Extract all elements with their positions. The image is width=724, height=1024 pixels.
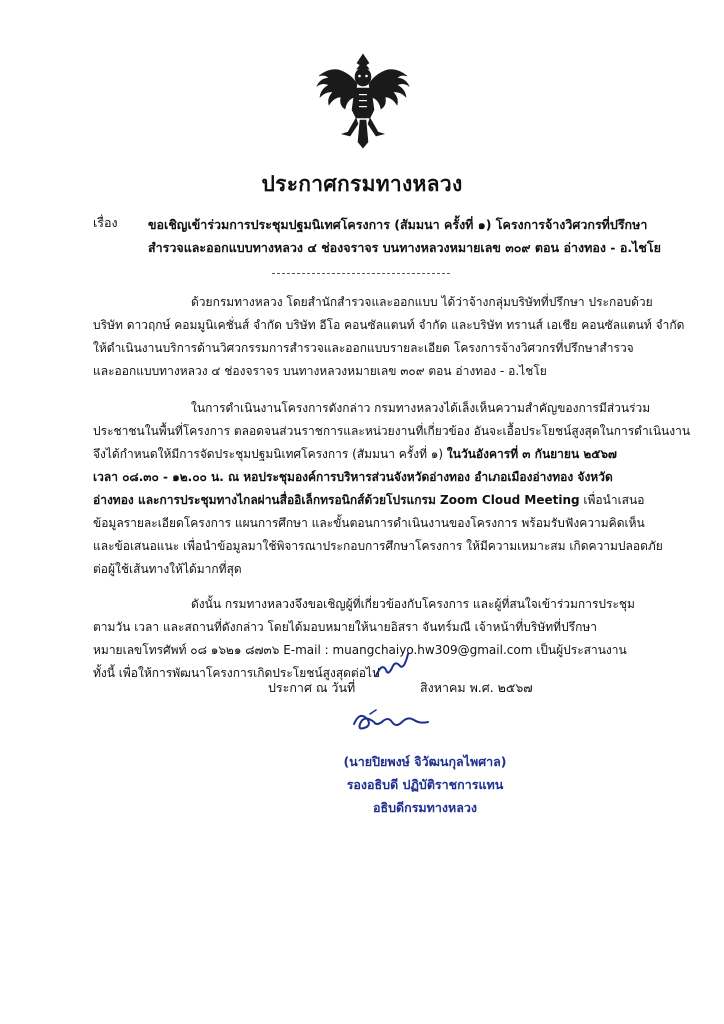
para2-line: ต่อผู้ใช้เส้นทางให้ได้มากที่สุด	[93, 562, 242, 576]
signer-authority: อธิบดีกรมทางหลวง	[372, 800, 478, 815]
para2-line: ข้อมูลรายละเอียดโครงการ แผนการศึกษา และขั้นตอนการดำเนินงานของโครงการ พร้อมรับฟังความคิดเห็น	[93, 516, 645, 530]
signer-name: (นายปิยพงษ์ จิวัฒนกุลไพศาล)	[343, 754, 507, 769]
signer-position: รองอธิบดี ปฏิบัติราชการแทน	[346, 777, 504, 792]
para2-text: จึงได้กำหนดให้มีการจัดประชุมปฐมนิเทศโครงการ (สัมมนา ครั้งที่ ๑)	[93, 447, 447, 461]
online-meeting: อ่างทอง และการประชุมทางไกลผ่านสื่ออิเล็กทรอนิกส์ด้วยโปรแกรม Zoom Cloud Meeting	[93, 493, 580, 507]
para1-line: และออกแบบทางหลวง ๔ ช่องจราจร บนทางหลวงหมายเลข ๓๐๙ ตอน อ่างทอง - อ.ไชโย	[93, 364, 547, 378]
para2-line: และข้อเสนอแนะ เพื่อนำข้อมูลมาใช้พิจารณาประกอบการศึกษาโครงการ ให้มีความเหมาะสม เกิดความปลอดภัย	[93, 539, 663, 553]
para3-line: ทั้งนี้ เพื่อให้การพัฒนาโครงการเกิดประโยชน์สูงสุดต่อไป	[93, 666, 380, 680]
para3-line: ตามวัน เวลา และสถานที่ดังกล่าว โดยได้มอบหมายให้นายอิสรา จันทร์มณี เจ้าหน้าที่บริษัทที่ปรึกษา	[93, 620, 598, 634]
para2-text: เพื่อนำเสนอ	[579, 493, 645, 507]
meeting-time-venue: เวลา ๐๘.๓๐ - ๑๒.๐๐ น. ณ หอประชุมองค์การบริหารส่วนจังหวัดอ่างทอง อำเภอเมืองอ่างทอง จังหวัด	[93, 470, 613, 484]
announcement-date: สิงหาคม พ.ศ. ๒๕๖๗	[420, 680, 533, 695]
para2-line: ในการดำเนินงานโครงการดังกล่าว กรมทางหลวงได้เล็งเห็นความสำคัญของการมีส่วนร่วม	[191, 401, 651, 415]
separator-line	[272, 273, 450, 274]
para1-line: บริษัท ดาวฤกษ์ คอมมูนิเคชั่นส์ จำกัด บริษัท อีโอ คอนซัลแตนท์ จำกัด และบริษัท ทรานส์ เอเชีย คอนซัลแตนท์ จำกัด	[93, 318, 685, 332]
para2-line	[93, 443, 617, 466]
handwritten-date-icon	[372, 652, 412, 684]
para2-line: ประชาชนในพื้นที่โครงการ ตลอดจนส่วนราชการและหน่วยงานที่เกี่ยวข้อง อันจะเอื้อประโยชน์สูงสุดในการดำเนินงาน	[93, 424, 691, 438]
contact-line: หมายเลขโทรศัพท์ ๐๘ ๑๖๒๑ ๘๗๓๖ E-mail : muangchaiyo.hw309@gmail.com เป็นผู้ประสานงาน	[93, 643, 627, 657]
meeting-date: ในวันอังคารที่ ๓ กันยายน ๒๕๖๗	[446, 447, 617, 461]
announcement-title: ประกาศกรมทางหลวง	[261, 172, 463, 196]
para2-line	[93, 489, 644, 512]
para1-line: ด้วยกรมทางหลวง โดยสำนักสำรวจและออกแบบ ได้ว่าจ้างกลุ่มบริษัทที่ปรึกษา ประกอบด้วย	[191, 295, 653, 309]
signature-icon	[350, 708, 440, 734]
subject-line: สำรวจและออกแบบทางหลวง ๔ ช่องจราจร บนทางหลวงหมายเลข ๓๐๙ ตอน อ่างทอง - อ.ไชโย	[148, 240, 661, 255]
subject-label: เรื่อง	[93, 215, 118, 230]
garuda-emblem-icon	[313, 50, 413, 150]
para1-line: ให้ดำเนินงานบริการด้านวิศวกรรมการสำรวจและออกแบบรายละเอียด โครงการจ้างวิศวกรที่ปรึกษาสำรวจ	[93, 341, 634, 355]
announced-at: ประกาศ ณ วันที่	[268, 680, 356, 695]
subject-text	[148, 213, 661, 259]
para3-line: ดังนั้น กรมทางหลวงจึงขอเชิญผู้ที่เกี่ยวข้องกับโครงการ และผู้ที่สนใจเข้าร่วมการประชุม	[191, 597, 635, 611]
subject-line: ขอเชิญเข้าร่วมการประชุมปฐมนิเทศโครงการ (สัมมนา ครั้งที่ ๑) โครงการจ้างวิศวกรที่ปรึกษา	[148, 217, 648, 232]
